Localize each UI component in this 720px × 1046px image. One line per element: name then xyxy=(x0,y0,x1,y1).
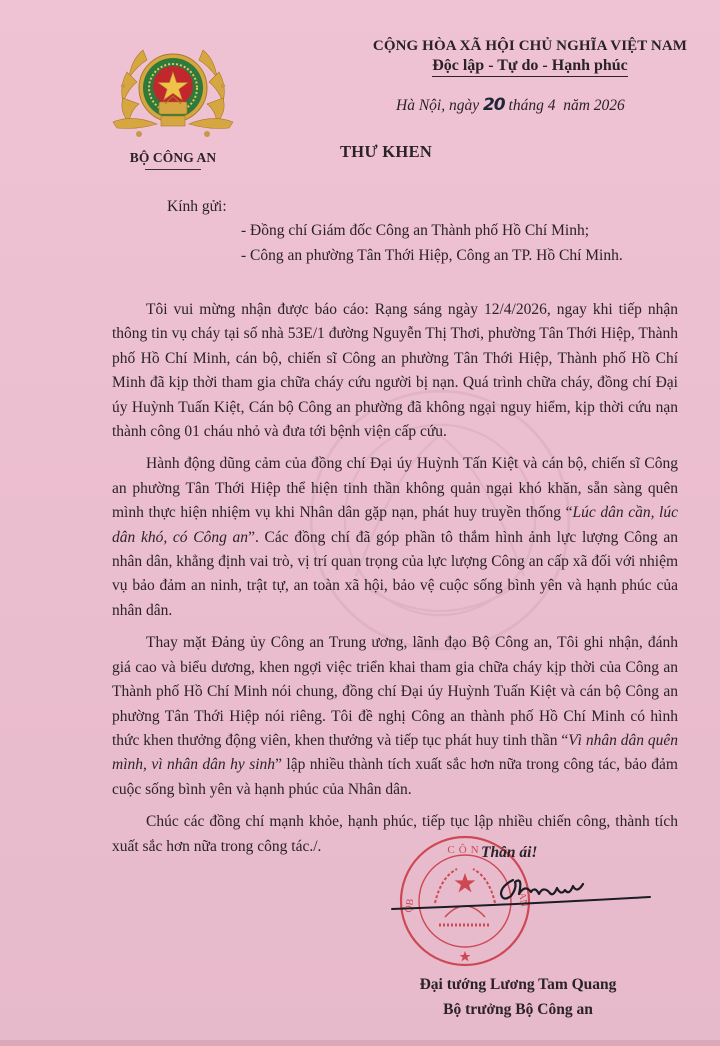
paragraph-wishes: Chúc các đồng chí mạnh khỏe, hạnh phúc, tiếp tục lập nhiều chiến công, thành tích xuất sắc hơn nữa trong công tác./. xyxy=(112,813,678,855)
svg-text:AN: AN xyxy=(516,891,530,908)
recipient-list xyxy=(241,218,623,268)
quoted-slogan: Vì nhân dân quên mình, vì nhân dân hy sinh xyxy=(112,731,678,774)
letter-body xyxy=(112,298,678,867)
year-label: năm xyxy=(555,97,594,114)
signer-name: Đại tướng Lương Tam Quang xyxy=(419,976,617,993)
quoted-slogan: Lúc dân cần, lúc dân khó, có Công an xyxy=(112,504,678,546)
document-title: THƯ KHEN xyxy=(340,142,433,161)
national-motto: Độc lập - Tự do - Hạnh phúc xyxy=(432,57,628,77)
agency-underline xyxy=(145,169,201,170)
police-emblem-icon xyxy=(109,42,237,142)
signature-stroke xyxy=(390,895,652,913)
paragraph-text: ”. Các đồng chí đã góp phần tô thắm hình ảnh lực lượng Công an nhân dân, khẳng định vai trò, vị trí quan trọng của lực lượng Công an cấp xã đối với nhiệm vụ bảo đảm an ninh, trật tự, an toàn xã hội, bảo vệ cuộc sống bình yên và hạnh phúc của nhân dân. xyxy=(112,528,678,619)
signer-block xyxy=(390,972,646,1022)
recipient-item: - Công an phường Tân Thới Hiệp, Công an TP. Hồ Chí Minh. xyxy=(241,247,623,264)
paragraph-text: Hành động dũng cảm của đồng chí Đại úy Huỳnh Tấn Kiệt và cán bộ, chiến sĩ Công an phường Tân Thới Hiệp thể hiện tinh thần không quản ngại khó khăn, sẵn sàng quên mình thực hiện nhiệm vụ khi Nhân dân gặp nạn, phát huy truyền thống “ xyxy=(112,455,678,522)
paragraph-report: Tôi vui mừng nhận được báo cáo: Rạng sáng ngày 12/4/2026, ngay khi tiếp nhận thông tin vụ cháy tại số nhà 53E/1 đường Nguyễn Thị Thơi, phường Tân Thới Hiệp, Thành phố Hồ Chí Minh, cán bộ, chiến sĩ Công an phường Tân Thới Hiệp, Thành phố Hồ Chí Minh đã kịp thời tham gia chữa cháy cứu người bị nạn. Quá trình chữa cháy, đồng chí Đại úy Huỳnh Tuấn Kiệt, Cán bộ Công an phường đã không ngại nguy hiểm, kịp thời cứu nạn thành công 01 cháu nhỏ và đưa tới bệnh viện cấp cứu. xyxy=(112,301,678,441)
agency-name: BỘ CÔNG AN xyxy=(129,150,217,165)
paragraph-praise xyxy=(112,452,678,623)
national-header xyxy=(340,38,720,77)
svg-text:CÔN: CÔN xyxy=(447,844,483,856)
svg-text:ỘB: ỘB xyxy=(403,897,417,914)
greeting: Kính gửi: xyxy=(167,198,227,215)
month-label: tháng xyxy=(504,97,548,114)
signer-position: Bộ trưởng Bộ Công an xyxy=(443,1001,593,1018)
place-date-prefix: Hà Nội, ngày xyxy=(396,97,483,114)
agency-header xyxy=(98,42,248,170)
paragraph-text: ” lập nhiều thành tích xuất sắc hơn nữa trong công tác, bảo đảm cuộc sống bình yên và hạnh phúc của Nhân dân. xyxy=(112,756,678,798)
handwritten-day: 20 xyxy=(482,95,505,115)
paragraph-commendation xyxy=(112,631,678,802)
paragraph-text: Thay mặt Đảng ủy Công an Trung ương, lãnh đạo Bộ Công an, Tôi ghi nhận, đánh giá cao và biểu dương, khen ngợi việc triển khai tham gia chữa cháy kịp thời của Công an Thành phố Hồ Chí Minh nói chung, đồng chí Đại úy Huỳnh Tuấn Kiệt và cán bộ Công an phường Tân Thới Hiệp nói riêng. Tôi đề nghị Công an thành phố Hồ Chí Minh có hình thức khen thưởng động viên, khen thưởng và tiếp tục phát huy tinh thần “ xyxy=(112,634,678,749)
recipient-item: - Đồng chí Giám đốc Công an Thành phố Hồ Chí Minh; xyxy=(241,222,590,239)
month-value: 4 xyxy=(547,97,556,114)
year-value: 2026 xyxy=(593,97,625,114)
place-date xyxy=(396,95,625,115)
nation-name: CỘNG HÒA XÃ HỘI CHỦ NGHĨA VIỆT NAM xyxy=(372,38,688,54)
closing-salutation: Thân ái! xyxy=(481,844,538,861)
paper-edge xyxy=(0,1040,720,1046)
